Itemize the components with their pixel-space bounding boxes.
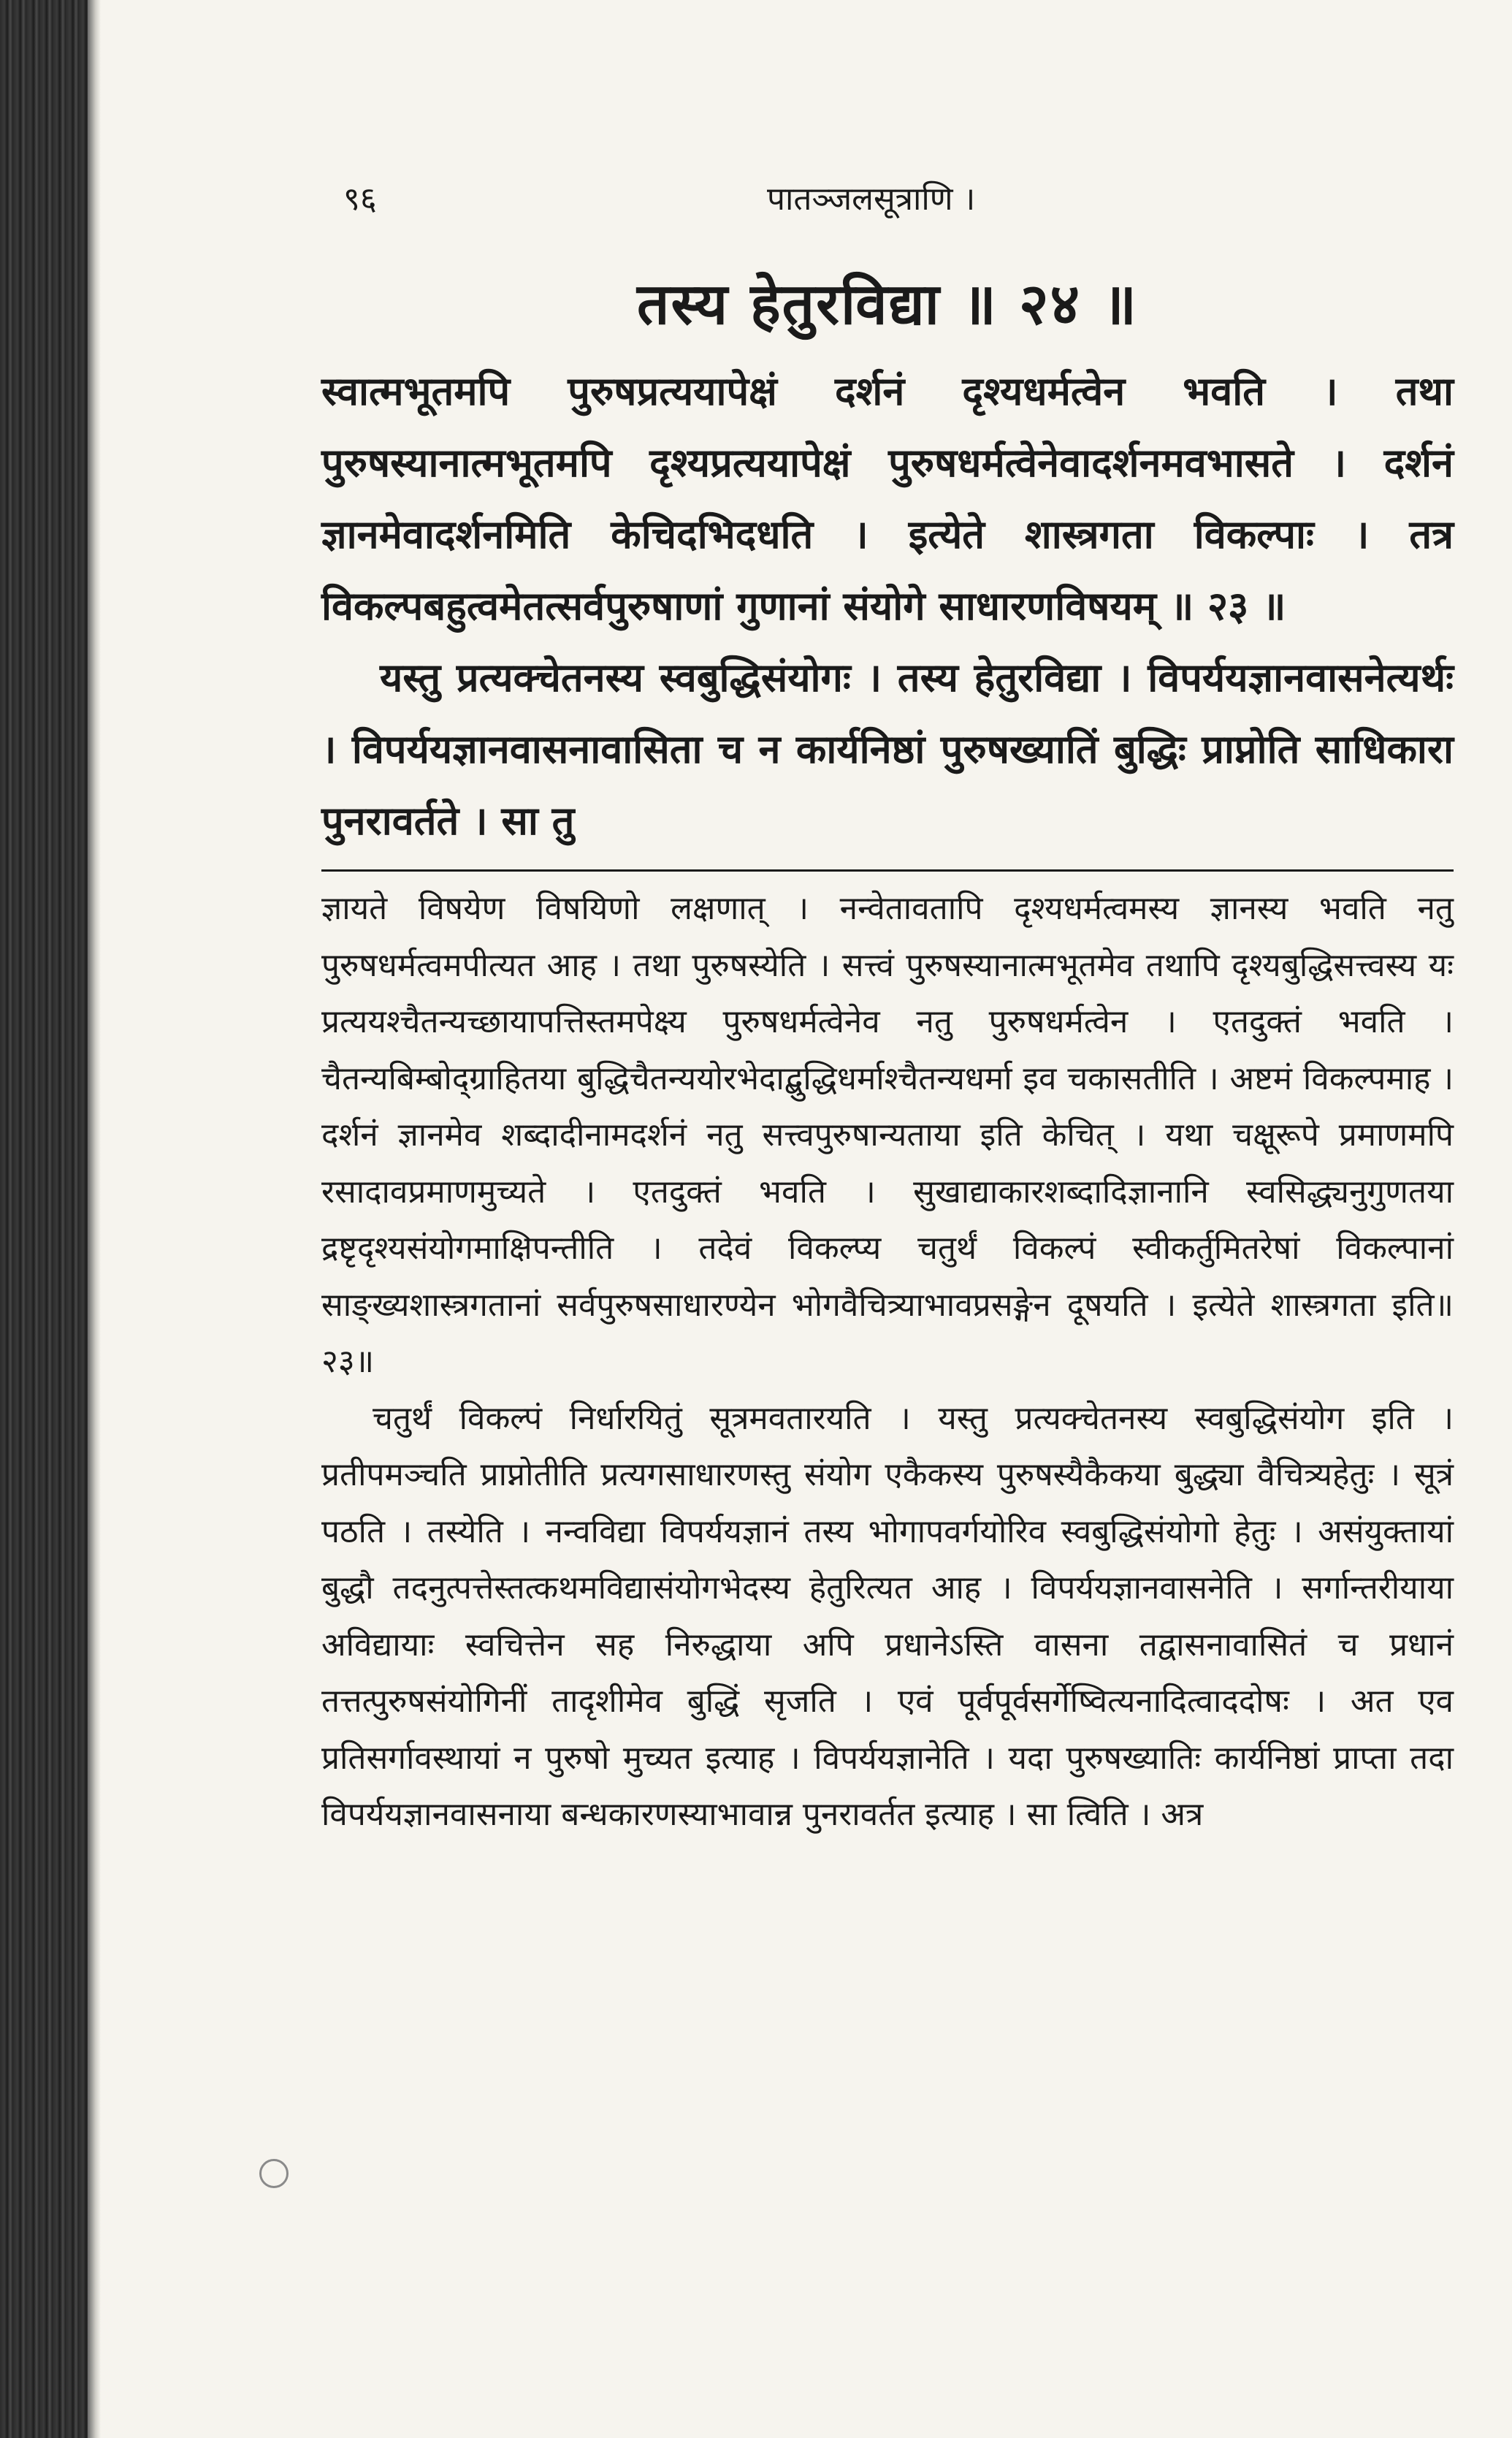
main-text-paragraph: स्वात्मभूतमपि पुरुषप्रत्ययापेक्षं दर्शनं दृश्यधर्मत्वेन भवति । तथा पुरुषस्यानात्मभूतमपि दृश्यप्रत्ययापेक्षं पुरुषधर्मत्वेनेवादर्शनमवभासते । दर्शनं ज्ञानमेवादर्शनमिति केचिदभिदधति । इत्येते शास्त्रगता विकल्पाः । तत्र विकल्पबहुत्वमेतत्सर्वपुरुषाणां गुणानां संयोगे साधारणविषयम् ॥ २३ ॥	[321, 367, 1454, 629]
section-divider	[321, 869, 1454, 872]
book-spine	[0, 0, 88, 2438]
margin-circle-mark	[259, 2159, 289, 2188]
page-gutter	[88, 0, 101, 2438]
commentary-text	[321, 880, 1454, 1843]
book-page	[321, 168, 1454, 1843]
commentary-paragraph: चतुर्थं विकल्पं निर्धारयितुं सूत्रमवतारयति । यस्तु प्रत्यक्चेतनस्य स्वबुद्धिसंयोग इति । प्रतीपमञ्चति प्राप्नोतीति प्रत्यगसाधारणस्तु संयोग एकैकस्य पुरुषस्यैकैकया बुद्ध्या वैचित्र्यहेतुः । सूत्रं पठति । तस्येति । नन्वविद्या विपर्ययज्ञानं तस्य भोगापवर्गयोरिव स्वबुद्धिसंयोगो हेतुः । असंयुक्तायां बुद्धौ तदनुत्पत्तेस्तत्कथमविद्यासंयोगभेदस्य हेतुरित्यत आह । विपर्ययज्ञानवासनेति । सर्गान्तरीयाया अविद्यायाः स्वचित्तेन सह निरुद्धाया अपि प्रधानेऽस्ति वासना तद्वासनावासितं च प्रधानं तत्तत्पुरुषसंयोगिनीं तादृशीमेव बुद्धिं सृजति । एवं पूर्वपूर्वसर्गेष्वित्यनादित्वाददोषः । अत एव प्रतिसर्गावस्थायां न पुरुषो मुच्यत इत्याह । विपर्ययज्ञानेति । यदा पुरुषख्यातिः कार्यनिष्ठां प्राप्ता तदा विपर्ययज्ञानवासनाया बन्धकारणस्याभावान्न पुनरावर्तत इत्याह । सा त्विति । अत्र	[321, 1399, 1454, 1833]
running-title: पातञ्जलसूत्राणि ।	[767, 180, 976, 218]
sutra-heading: तस्य हेतुरविद्या ॥ २४ ॥	[637, 271, 1138, 338]
main-text-paragraph: यस्तु प्रत्यक्चेतनस्य स्वबुद्धिसंयोगः । तस्य हेतुरविद्या । विपर्ययज्ञानवासनेत्यर्थः । विपर्ययज्ञानवासनावासिता च न कार्यनिष्ठां पुरुषख्यातिं बुद्धिः प्राप्नोति साधिकारा पुनरावर्तते । सा तु	[321, 654, 1454, 844]
main-text	[321, 355, 1454, 856]
running-header	[321, 168, 1454, 234]
commentary-paragraph: ज्ञायते विषयेण विषयिणो लक्षणात् । नन्वेतावतापि दृश्यधर्मत्वमस्य ज्ञानस्य भवति नतु पुरुषधर्मत्वमपीत्यत आह । तथा पुरुषस्येति । सत्त्वं पुरुषस्यानात्मभूतमेव तथापि दृश्यबुद्धिसत्त्वस्य यः प्रत्ययश्चैतन्यच्छायापत्तिस्तमपेक्ष्य पुरुषधर्मत्वेनेव नतु पुरुषधर्मत्वेन । एतदुक्तं भवति । चैतन्यबिम्बोद्ग्राहितया बुद्धिचैतन्ययोरभेदाद्बुद्धिधर्माश्चैतन्यधर्मा इव चकासतीति । अष्टमं विकल्पमाह । दर्शनं ज्ञानमेव शब्दादीनामदर्शनं नतु सत्त्वपुरुषान्यताया इति केचित् । यथा चक्षूरूपे प्रमाणमपि रसादावप्रमाणमुच्यते । एतदुक्तं भवति । सुखाद्याकारशब्दादिज्ञानानि स्वसिद्ध्यनुगुणतया द्रष्टृदृश्यसंयोगमाक्षिपन्तीति । तदेवं विकल्प्य चतुर्थं विकल्पं स्वीकर्तुमितरेषां विकल्पानां साङ्ख्यशास्त्रगतानां सर्वपुरुषसाधारण्येन भोगवैचित्र्याभावप्रसङ्गेन दूषयति । इत्येते शास्त्रगता इति॥२३॥	[321, 890, 1454, 1380]
page-number: ९६	[343, 180, 377, 218]
